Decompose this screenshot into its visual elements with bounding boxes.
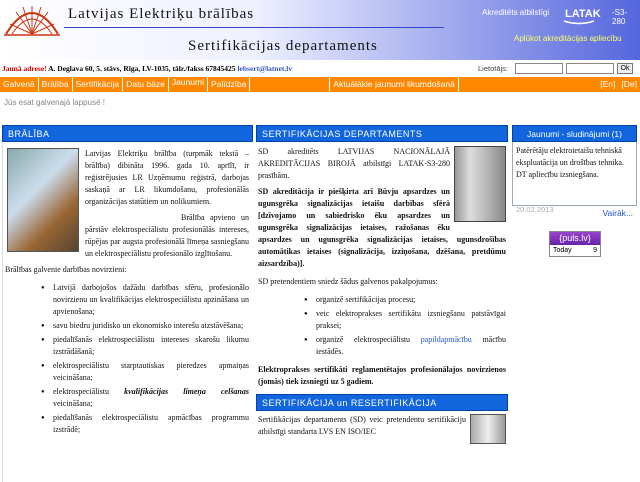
list-item: ● veic elektroprakses sertifikātu izsniegšanu patstāvīgai praksei; (316, 308, 506, 332)
equipment-photo (470, 414, 506, 444)
sd-summary: Elektroprakses sertifikāti reglamentētajos profesionālajos novirzienos (jomās) tiek izsniegti uz 5 gadiem. (258, 365, 506, 386)
switchgear-photo (454, 146, 506, 222)
news-date: 20.02.2013 (516, 205, 554, 214)
list-item: ● elektrospeciālistu starptautiskas pieredzes apmaiņas veicināšana; (53, 360, 249, 384)
org-name: Latvijas Elektriķu brālības (68, 6, 255, 22)
visitor-counter[interactable] (549, 231, 601, 257)
news-text[interactable]: Patērētāju elektroietaišu tehniskā ekspluatācija un drošības tehnika. DT apliecību izsniegšana. (516, 146, 624, 179)
sd-panel (256, 125, 508, 444)
site-header (0, 0, 640, 60)
username-input[interactable] (515, 63, 563, 74)
list-item: ● savu biedru juridisko un ekonomisko interešu aizstāvēšana; (53, 320, 249, 332)
sd-services-intro: SD pretendentiem sniedz šādus galvenos pakalpojumus: (258, 277, 438, 286)
services-list (316, 294, 506, 358)
sd-fire-alarm-text: SD akreditācija ir piešķirta arī Būvju apsardzes un ugunsgrēka signalizācijas ietaišu darbības sfērā [dzīvojamo un sabiedrisko ēku apsardzes un ugunsgrēka signalizācijas ietaises, ražošanas ēku apsardzes un ugunsgrēka signalizācijas ietaises, ugunsdrošības automātikas ietaises (signalizācija, izziņošana, dzēšana, pretdūmu aizsardzība)]. (258, 187, 506, 268)
counter-value: 9 (593, 247, 597, 254)
certificate-link[interactable]: Aplūkot akreditācijas apliecību (514, 34, 622, 43)
department-title: Sertifikācijas departaments (188, 38, 378, 54)
counter-brand: {puls.lv} (550, 232, 600, 245)
login-label: Lietotājs: (478, 64, 509, 73)
new-address-label: Jaunā adrese! (2, 64, 47, 73)
list-item: ● elektrospeciālistu kvalifikācijas līmeņa celšanas veicināšana; (53, 386, 249, 410)
braliba-panel-title: BRĀLĪBA (2, 125, 253, 142)
nav-galvena[interactable]: Galvenā (0, 77, 39, 92)
sd-intro: SD akreditēts LATVIJAS NACIONĀLAJĀ AKREDITĀCIJAS BIROJĀ atbilstīgi LATAK-S3-280 prasībām. (258, 147, 450, 180)
accreditation-text: Akreditēts atbilstīgi (482, 8, 550, 17)
breadcrumb: Jūs esat galvenajā lappusē ! (4, 98, 105, 107)
list-item: ● organizē sertifikācijas procesu; (316, 294, 506, 306)
nav-palidziba[interactable]: Palīdzība (208, 77, 250, 92)
more-link[interactable]: Vairāk... (602, 208, 633, 218)
nav-datu-baze[interactable]: Datu bāze (123, 77, 169, 92)
list-item: ● organizē elektrospeciālistu papildapmācību mācību iestādēs. (316, 334, 506, 358)
news-panel (512, 125, 637, 254)
news-box (512, 142, 637, 218)
main-nav (0, 77, 640, 92)
accreditation-number: -S3-280 (612, 8, 628, 26)
nav-jaunumi[interactable]: Jaunumi (169, 77, 208, 92)
braliba-intro: Latvijas Elektriķu brālība (turpmāk tekstā – brālība) dibināta 1996. gada 10. aprīlī, ir reģistrējusies LR Uzņēmumu reģistrā, darbojas saskaņā ar LR likumdošanu, profesionālās organizācijas statūtiem un nolikumiem. (85, 149, 249, 206)
email-link[interactable]: lebsert@latnet.lv (237, 64, 293, 73)
nav-lang-de[interactable]: [De] (621, 79, 637, 89)
training-link[interactable]: papildapmācību (420, 335, 472, 344)
address-bar (0, 62, 640, 76)
sd-panel-title: SERTIFIKĀCIJAS DEPARTAMENTS (256, 125, 508, 142)
lightning-logo-icon[interactable] (2, 2, 62, 36)
resertifikacija-panel-title: SERTIFIKĀCIJA un RESERTIFIKĀCIJA (256, 394, 508, 411)
list-item: ● piedalīšanās elektrospeciālistu apmācības programmu izstrādē; (53, 412, 249, 436)
nav-lang-en[interactable]: [En] (600, 79, 616, 89)
nav-spacer (250, 77, 330, 92)
address-text: A. Deglava 60, 5. stāvs, Rīga, LV-1035, tālr./fakss 67845425 (46, 64, 238, 73)
latak-logo-icon[interactable] (562, 4, 601, 26)
header-divider (64, 27, 444, 28)
resertifikacija-text: Sertifikācijas departaments (SD) veic pretendentu sertifikāciju atbilstīgi standarta LVS EN ISO/IEC (258, 415, 466, 436)
braliba-para3: Brālības galvenie darbības novirzieni: (5, 265, 127, 274)
nav-sertifikacija[interactable]: Sertifikācija (73, 77, 123, 92)
electrician-photo (7, 148, 79, 252)
login-ok-button[interactable]: Ok (617, 63, 633, 74)
nav-aktualakie[interactable]: Aktuālākie jaunumi likumdošanā (330, 77, 458, 92)
braliba-panel (2, 125, 253, 482)
list-item: ● piedalīšanās elektrospeciālistu intereses skarošu likumu izstrādāšanā; (53, 334, 249, 358)
counter-today-label: Today (553, 247, 572, 254)
svg-text:LATAK: LATAK (565, 8, 601, 20)
password-input[interactable] (566, 63, 614, 74)
braliba-para2: Brālība apvieno un pārstāv elektrospeciālistu profesionālās intereses, rūpējas par augsta profesionālā līmeņa sasniegšanu un elektrospeciālistu profesionālo izglītošanu. (85, 213, 249, 258)
nav-braliba[interactable]: Brālība (39, 77, 73, 92)
news-panel-title: Jaunumi - sludinājumi (1) (512, 125, 637, 142)
list-item: ● Latvijā darbojošos dažādu darbības sfēru, profesionālo novirzienu un kvalifikācijas elektrospeciālistu apzināšana un apvienošana; (53, 282, 249, 318)
activities-list (53, 282, 249, 436)
